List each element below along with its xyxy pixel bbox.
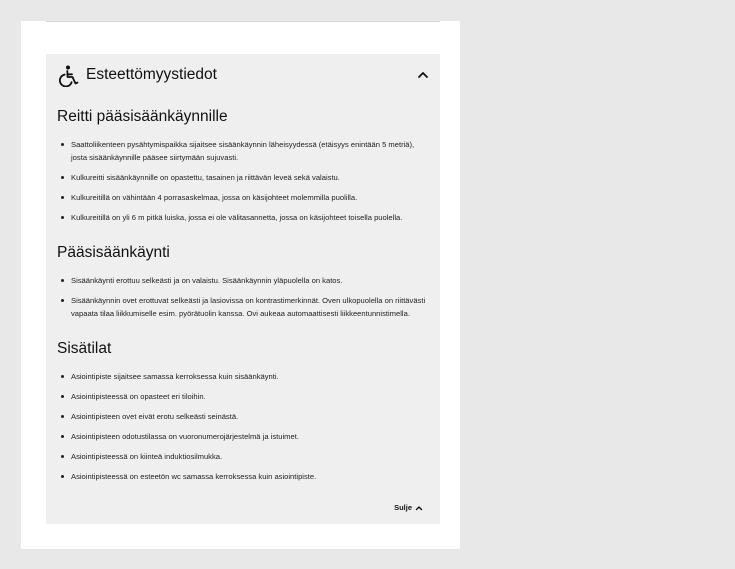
wheelchair-icon	[59, 65, 79, 87]
panel-header[interactable]	[46, 54, 440, 99]
list-item: Asiointipisteessä on opasteet eri tiloihin.	[57, 390, 428, 403]
accessibility-panel	[46, 54, 440, 524]
section-list	[57, 138, 428, 224]
list-item: Sisäänkäynti erottuu selkeästi ja on valaistu. Sisäänkäynnin yläpuolella on katos.	[57, 274, 428, 287]
list-item: Kulkureitillä on yli 6 m pitkä luiska, jossa ei ole välitasannetta, jossa on käsijohteet toisella puolella.	[57, 211, 428, 224]
list-item: Kulkureitillä on vähintään 4 porrasaskelmaa, jossa on käsijohteet molemmilla puolilla.	[57, 191, 428, 204]
section-list	[57, 274, 428, 320]
list-item: Asiointipisteessä on kiinteä induktiosilmukka.	[57, 450, 428, 463]
section-heading: Pääsisäänkäynti	[57, 244, 170, 261]
panel-title: Esteettömyystiedot	[86, 66, 217, 83]
section-interior	[57, 340, 428, 483]
list-item: Saattoliikenteen pysähtymispaikka sijaitsee sisäänkäynnin läheisyydessä (etäisyys enintään 5 metriä), josta sisäänkäynnille pääsee siirtymään sujuvasti.	[57, 138, 428, 164]
list-item: Asiointipiste sijaitsee samassa kerroksessa kuin sisäänkäynti.	[57, 370, 428, 383]
list-item: Asiointipisteen odotustilassa on vuoronumerojärjestelmä ja istuimet.	[57, 430, 428, 443]
section-route	[57, 108, 428, 224]
list-item: Asiointipisteen ovet eivät erotu selkeästi seinästä.	[57, 410, 428, 423]
content-card	[21, 21, 460, 549]
chevron-up-icon	[415, 504, 423, 512]
section-heading: Sisätilat	[57, 340, 112, 357]
section-main-entrance	[57, 244, 428, 320]
chevron-up-icon[interactable]	[416, 68, 430, 82]
section-heading: Reitti pääsisäänkäynnille	[57, 108, 228, 125]
list-item: Kulkureitti sisäänkäynnille on opastettu, tasainen ja riittävän leveä sekä valaistu.	[57, 171, 428, 184]
close-button[interactable]	[394, 503, 423, 512]
divider	[46, 21, 440, 22]
section-list	[57, 370, 428, 483]
close-label: Sulje	[394, 503, 412, 512]
list-item: Sisäänkäynnin ovet erottuvat selkeästi ja lasiovissa on kontrastimerkinnät. Oven ulkopuolella on riittävästi vapaata tilaa liikkumiselle esim. pyörätuolin kanssa. Ovi aukeaa automaattisesti liikkeentunnistimella.	[57, 294, 428, 320]
panel-content	[57, 108, 428, 483]
list-item: Asiointipisteessä on esteetön wc samassa kerroksessa kuin asiointipiste.	[57, 470, 428, 483]
